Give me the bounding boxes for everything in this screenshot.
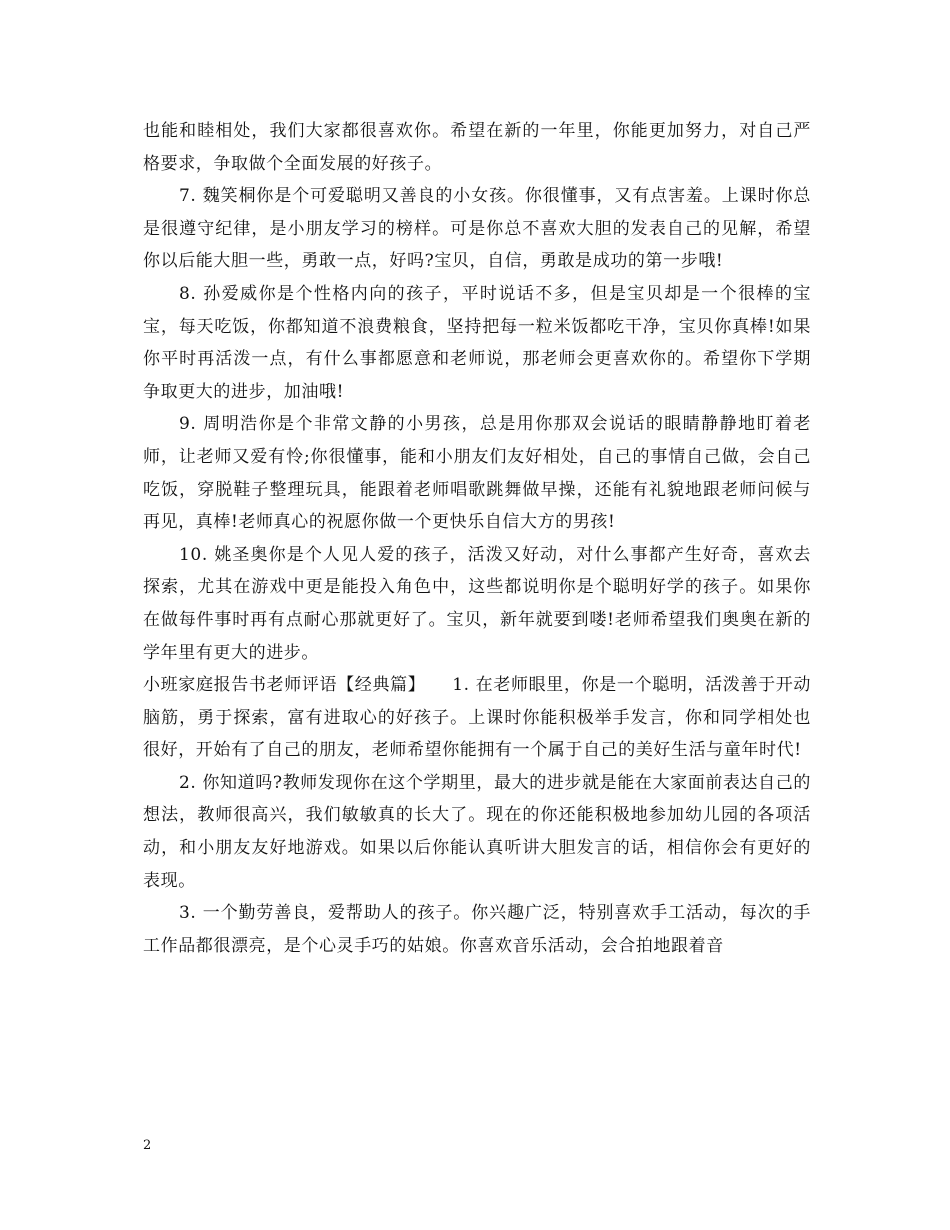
- page-number: 2: [143, 1138, 152, 1153]
- paragraph-6: 小班家庭报告书老师评语【经典篇】 1. 在老师眼里，你是一个聪明，活泼善于开动脑筋，勇于探索，富有进取心的好孩子。上课时你能积极举手发言，你和同学相处也很好，开始有了自己的朋友，老师希望你能拥有一个属于自己的美好生活与童年时代!: [143, 675, 811, 761]
- paragraph-7: 2. 你知道吗?教师发现你在这个学期里，最大的进步就是能在大家面前表达自己的想法，教师很高兴，我们敏敏真的长大了。现在的你还能积极地参加幼儿园的各项活动，和小朋友友好地游戏。如果以后你能认真听讲大胆发言的话，相信你会有更好的表现。: [143, 772, 811, 891]
- paragraph-8: 3. 一个勤劳善良，爱帮助人的孩子。你兴趣广泛，特别喜欢手工活动，每次的手工作品都很漂亮，是个心灵手巧的姑娘。你喜欢音乐活动，会合拍地跟着音: [143, 903, 811, 956]
- paragraph-1: 也能和睦相处，我们大家都很喜欢你。希望在新的一年里，你能更加努力，对自己严格要求，争取做个全面发展的好孩子。: [143, 121, 811, 174]
- paragraph-5: 10. 姚圣奥你是个人见人爱的孩子，活泼又好动，对什么事都产生好奇，喜欢去探索，尤其在游戏中更是能投入角色中，这些都说明你是个聪明好学的孩子。如果你在做每件事时再有点耐心那就更好了。宝贝，新年就要到喽!老师希望我们奥奥在新的学年里有更大的进步。: [143, 544, 811, 663]
- paragraph-3: 8. 孙爱威你是个性格内向的孩子，平时说话不多，但是宝贝却是一个很棒的宝宝，每天吃饭，你都知道不浪费粮食，坚持把每一粒米饭都吃干净，宝贝你真棒!如果你平时再活泼一点，有什么事都愿意和老师说，那老师会更喜欢你的。希望你下学期争取更大的进步，加油哦!: [143, 283, 811, 402]
- paragraph-2: 7. 魏笑桐你是个可爱聪明又善良的小女孩。你很懂事，又有点害羞。上课时你总是很遵守纪律，是小朋友学习的榜样。可是你总不喜欢大胆的发表自己的见解，希望你以后能大胆一些，勇敢一点，好吗?宝贝，自信，勇敢是成功的第一步哦!: [143, 186, 811, 272]
- document-body: [143, 115, 811, 962]
- paragraph-4: 9. 周明浩你是个非常文静的小男孩，总是用你那双会说话的眼睛静静地盯着老师，让老师又爱有怜;你很懂事，能和小朋友们友好相处，自己的事情自己做，会自己吃饭，穿脱鞋子整理玩具，能跟着老师唱歌跳舞做早操，还能有礼貌地跟老师问候与再见，真棒!老师真心的祝愿你做一个更快乐自信大方的男孩!: [143, 414, 811, 533]
